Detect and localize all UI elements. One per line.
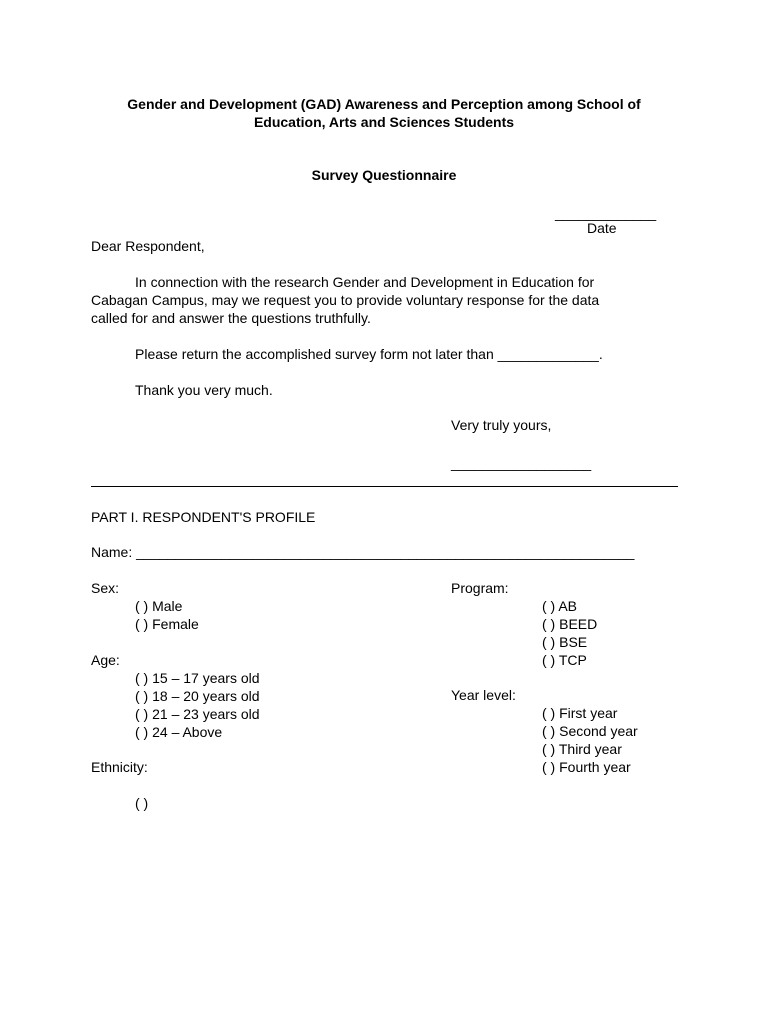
age-option-21-23[interactable]: ( ) 21 – 23 years old (135, 706, 260, 722)
survey-subtitle: Survey Questionnaire (311, 167, 457, 183)
program-option-bse[interactable]: ( ) BSE (542, 634, 588, 650)
date-line: _____________ (555, 205, 657, 221)
section-divider (91, 486, 678, 487)
year-option-third[interactable]: ( ) Third year (542, 741, 622, 757)
paragraph-1-line-1: In connection with the research Gender and Development in Education for (135, 274, 595, 290)
year-option-first[interactable]: ( ) First year (542, 705, 618, 721)
program-option-ab[interactable]: ( ) AB (542, 598, 578, 614)
title-line-2: Education, Arts and Sciences Students (253, 114, 515, 130)
closing: Very truly yours, (451, 417, 552, 433)
salutation: Dear Respondent, (91, 238, 205, 254)
age-label: Age: (91, 652, 120, 668)
year-option-fourth[interactable]: ( ) Fourth year (542, 759, 631, 775)
date-label: Date (587, 220, 617, 236)
program-label: Program: (451, 580, 509, 596)
sex-label: Sex: (91, 580, 120, 596)
age-option-18-20[interactable]: ( ) 18 – 20 years old (135, 688, 260, 704)
paragraph-1-line-2: Cabagan Campus, may we request you to provide voluntary response for the data (91, 292, 600, 308)
sex-option-female[interactable]: ( ) Female (135, 616, 199, 632)
ethnicity-label: Ethnicity: (91, 759, 148, 775)
sex-option-male[interactable]: ( ) Male (135, 598, 183, 614)
age-option-24-above[interactable]: ( ) 24 – Above (135, 724, 223, 740)
title-line-1: Gender and Development (GAD) Awareness and Perception among School of (127, 96, 641, 112)
age-option-15-17[interactable]: ( ) 15 – 17 years old (135, 670, 260, 686)
profile-heading: PART I. RESPONDENT'S PROFILE (91, 509, 316, 525)
signature-line: __________________ (451, 455, 592, 471)
year-level-label: Year level: (451, 687, 516, 703)
paragraph-1-line-3: called for and answer the questions truthfully. (91, 310, 371, 326)
ethnicity-option[interactable]: ( ) (135, 795, 149, 811)
program-option-beed[interactable]: ( ) BEED (542, 616, 598, 632)
paragraph-2: Please return the accomplished survey form not later than _____________. (135, 346, 603, 362)
program-option-tcp[interactable]: ( ) TCP (542, 652, 587, 668)
paragraph-3: Thank you very much. (135, 382, 273, 398)
year-option-second[interactable]: ( ) Second year (542, 723, 638, 739)
name-field[interactable]: Name: ________________________________________________________________ (91, 544, 635, 560)
